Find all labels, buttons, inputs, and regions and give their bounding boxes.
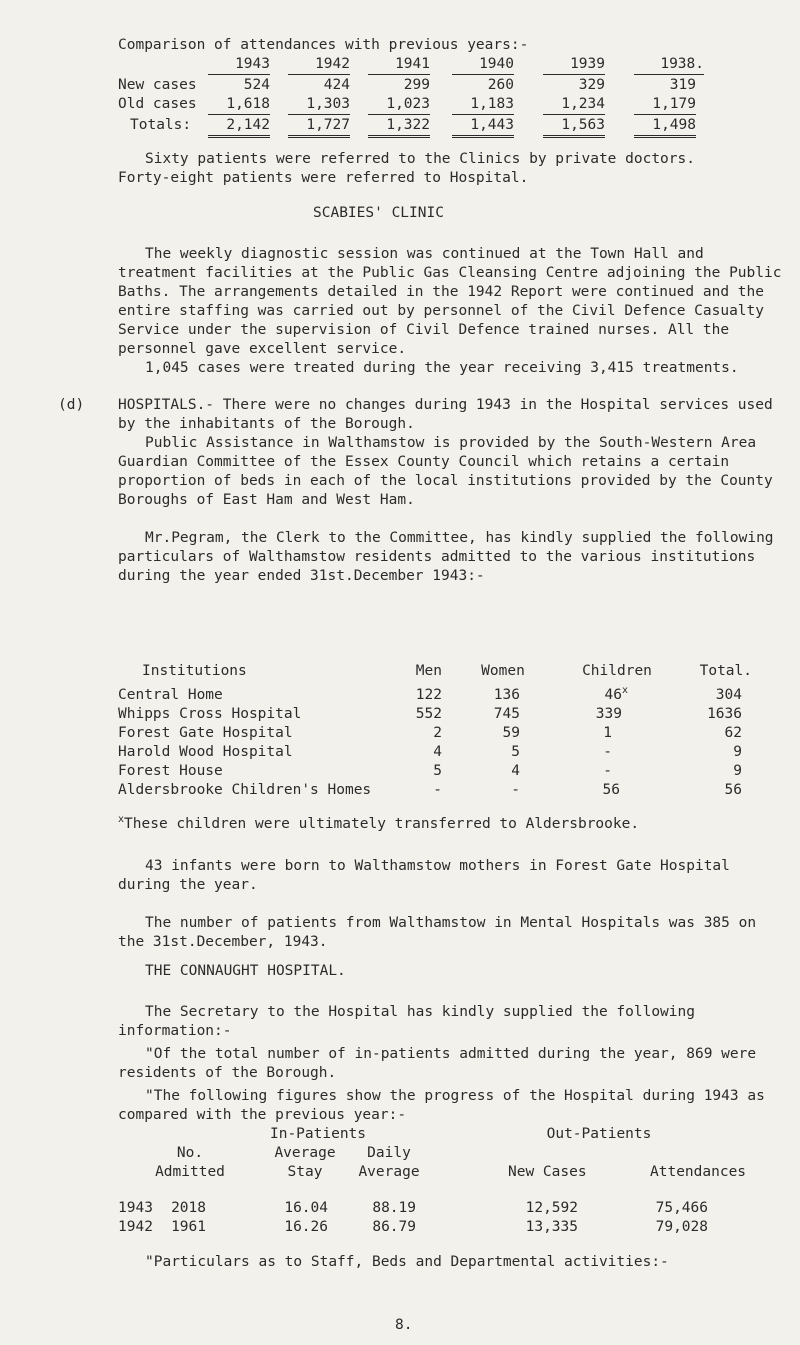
table-cell: - bbox=[511, 782, 520, 798]
paragraph: The number of patients from Walthamstow in Mental Hospitals was 385 on the 31st.December, 1943. bbox=[118, 915, 757, 950]
table-cell bbox=[562, 686, 628, 705]
column-header: Average bbox=[358, 1164, 420, 1180]
table-cell: 16.04 bbox=[284, 1200, 328, 1216]
table-cell: 424 bbox=[323, 77, 350, 93]
paragraph: 43 infants were born to Walthamstow mothers in Forest Gate Hospital during the year. bbox=[118, 858, 730, 893]
paragraph: "Of the total number of in-patients admitted during the year, 869 were residents of the Borough. bbox=[118, 1046, 757, 1081]
table-cell: 524 bbox=[243, 77, 270, 93]
row-year: 1942 bbox=[118, 1219, 153, 1235]
table-cell: 1,303 bbox=[288, 95, 350, 115]
table-cell: 1,322 bbox=[368, 116, 430, 138]
section-marker: (d) bbox=[58, 397, 85, 413]
table-cell: 5 bbox=[433, 763, 442, 779]
table-cell: 1,234 bbox=[543, 95, 605, 115]
table-cell: 329 bbox=[578, 77, 605, 93]
table-cell: 136 bbox=[493, 687, 520, 703]
column-header: Average bbox=[274, 1145, 336, 1161]
table-cell: - bbox=[603, 763, 612, 779]
row-year: 1943 bbox=[118, 1200, 153, 1216]
table-cell: - bbox=[433, 782, 442, 798]
births-paragraph bbox=[118, 857, 790, 895]
table-cell: 56 bbox=[724, 782, 742, 798]
institution-name: Forest House bbox=[118, 763, 223, 779]
table-cell: 1961 bbox=[171, 1219, 206, 1235]
column-header: No. bbox=[176, 1145, 204, 1161]
institution-name: Aldersbrooke Children's Homes bbox=[118, 782, 372, 798]
institution-name: Harold Wood Hospital bbox=[118, 744, 293, 760]
hospitals-section bbox=[118, 396, 790, 586]
institution-name: Central Home bbox=[118, 687, 223, 703]
table-cell: 13,335 bbox=[525, 1219, 578, 1235]
table-cell: 122 bbox=[415, 687, 442, 703]
column-header: Total. bbox=[699, 663, 752, 679]
column-header: Men bbox=[415, 663, 442, 679]
table-cell: 5 bbox=[511, 744, 520, 760]
year-header: 1942 bbox=[288, 55, 350, 75]
connaught-intro bbox=[118, 1003, 790, 1041]
table-cell: 1,443 bbox=[452, 116, 514, 138]
institution-name: Whipps Cross Hospital bbox=[118, 706, 302, 722]
table-cell: 88.19 bbox=[372, 1200, 416, 1216]
table-cell: 1,179 bbox=[634, 95, 696, 115]
table-cell: 2018 bbox=[171, 1200, 206, 1216]
column-header: Stay bbox=[287, 1164, 323, 1180]
table-cell: 59 bbox=[502, 725, 520, 741]
footnote-text: These children were ultimately transferred to Aldersbrooke. bbox=[124, 816, 640, 832]
year-header: 1943 bbox=[208, 55, 270, 75]
paragraph: The weekly diagnostic session was continued at the Town Hall and treatment facilities at the Public Gas Cleansing Centre adjoining the Public Baths. The arrangements detailed in the 1942 Report were continued and the entire staffing was carried out by personnel of the Civil Defence Casualty Service under the supervision of Civil Defence trained nurses. All the personnel gave excellent service. bbox=[118, 246, 782, 357]
column-header: Admitted bbox=[155, 1164, 225, 1180]
year-header: 1939 bbox=[543, 55, 605, 75]
table-cell: 75,466 bbox=[655, 1200, 708, 1216]
table-cell: 4 bbox=[511, 763, 520, 779]
institution-name: Forest Gate Hospital bbox=[118, 725, 293, 741]
row-label: Old cases bbox=[118, 96, 197, 112]
table-cell: 9 bbox=[733, 744, 742, 760]
section-heading: SCABIES' CLINIC bbox=[313, 205, 444, 221]
year-header: 1938. bbox=[634, 55, 704, 75]
paragraph: 1,045 cases were treated during the year receiving 3,415 treatments. bbox=[145, 360, 739, 376]
closing-line: "Particulars as to Staff, Beds and Departmental activities:- bbox=[145, 1254, 669, 1270]
paragraph: "The following figures show the progress of the Hospital during 1943 as compared with the previous year:- bbox=[118, 1088, 765, 1123]
connaught-quote bbox=[118, 1087, 790, 1125]
table-cell: 2,142 bbox=[208, 116, 270, 138]
table-cell: 1,727 bbox=[288, 116, 350, 138]
table-cell: 16.26 bbox=[284, 1219, 328, 1235]
table-cell: 4 bbox=[433, 744, 442, 760]
table-cell: 304 bbox=[715, 687, 742, 703]
column-header: Daily bbox=[367, 1145, 411, 1161]
year-header: 1941 bbox=[368, 55, 430, 75]
year-header: 1940 bbox=[452, 55, 514, 75]
table-cell: 1,023 bbox=[368, 95, 430, 115]
column-header: New Cases bbox=[508, 1164, 587, 1180]
footnote bbox=[118, 815, 639, 834]
column-header: Institutions bbox=[142, 663, 247, 679]
table-cell: 1,498 bbox=[634, 116, 696, 138]
cell-value: 46 bbox=[604, 687, 622, 703]
paragraph: Mr.Pegram, the Clerk to the Committee, has kindly supplied the following particulars of Walthamstow residents admitted to the various institutions during the year ended 31st.December 1943:- bbox=[118, 530, 774, 584]
mental-paragraph bbox=[118, 914, 790, 952]
table-cell: 79,028 bbox=[655, 1219, 708, 1235]
attendance-heading: Comparison of attendances with previous years:- bbox=[118, 37, 529, 53]
table-cell: 260 bbox=[487, 77, 514, 93]
page-number: 8. bbox=[395, 1317, 413, 1333]
footnote-mark: x bbox=[621, 685, 628, 697]
footnote-mark: x bbox=[118, 814, 125, 826]
table-cell: 1,563 bbox=[543, 116, 605, 138]
table-cell: 339 bbox=[595, 706, 622, 722]
table-cell: 299 bbox=[403, 77, 430, 93]
column-header: Women bbox=[481, 663, 525, 679]
row-label: Totals: bbox=[130, 117, 192, 133]
row-label: New cases bbox=[118, 77, 197, 93]
section-heading: THE CONNAUGHT HOSPITAL. bbox=[145, 963, 346, 979]
group-header-inpatients: In-Patients bbox=[269, 1126, 367, 1142]
column-header: Attendances bbox=[650, 1164, 747, 1180]
column-header: Children bbox=[582, 663, 652, 679]
paragraph: HOSPITALS.- There were no changes during 1943 in the Hospital services used by the inhabitants of the Borough. bbox=[118, 397, 773, 432]
table-cell: - bbox=[603, 744, 612, 760]
paragraph: The Secretary to the Hospital has kindly supplied the following information:- bbox=[118, 1004, 695, 1039]
group-header-outpatients: Out-Patients bbox=[546, 1126, 652, 1142]
table-cell: 2 bbox=[433, 725, 442, 741]
table-cell: 1,183 bbox=[452, 95, 514, 115]
table-cell: 1,618 bbox=[208, 95, 270, 115]
table-cell: 9 bbox=[733, 763, 742, 779]
table-cell: 86.79 bbox=[372, 1219, 416, 1235]
table-cell: 62 bbox=[724, 725, 742, 741]
table-cell: 319 bbox=[669, 77, 696, 93]
connaught-quote bbox=[118, 1045, 790, 1083]
table-cell: 1 bbox=[603, 725, 612, 741]
table-cell: 1636 bbox=[707, 706, 742, 722]
table-cell: 552 bbox=[415, 706, 442, 722]
paragraph: Public Assistance in Walthamstow is provided by the South-Western Area Guardian Committee of the Essex County Council which retains a certain proportion of beds in each of the local institutions provided by the County Boroughs of East Ham and West Ham. bbox=[118, 435, 773, 508]
referrals-line: Forty-eight patients were referred to Hospital. bbox=[118, 170, 529, 186]
table-cell: 12,592 bbox=[525, 1200, 578, 1216]
scabies-section bbox=[118, 245, 790, 378]
table-cell: 745 bbox=[493, 706, 520, 722]
referrals-line: Sixty patients were referred to the Clinics by private doctors. bbox=[145, 151, 695, 167]
table-cell: 56 bbox=[602, 782, 620, 798]
